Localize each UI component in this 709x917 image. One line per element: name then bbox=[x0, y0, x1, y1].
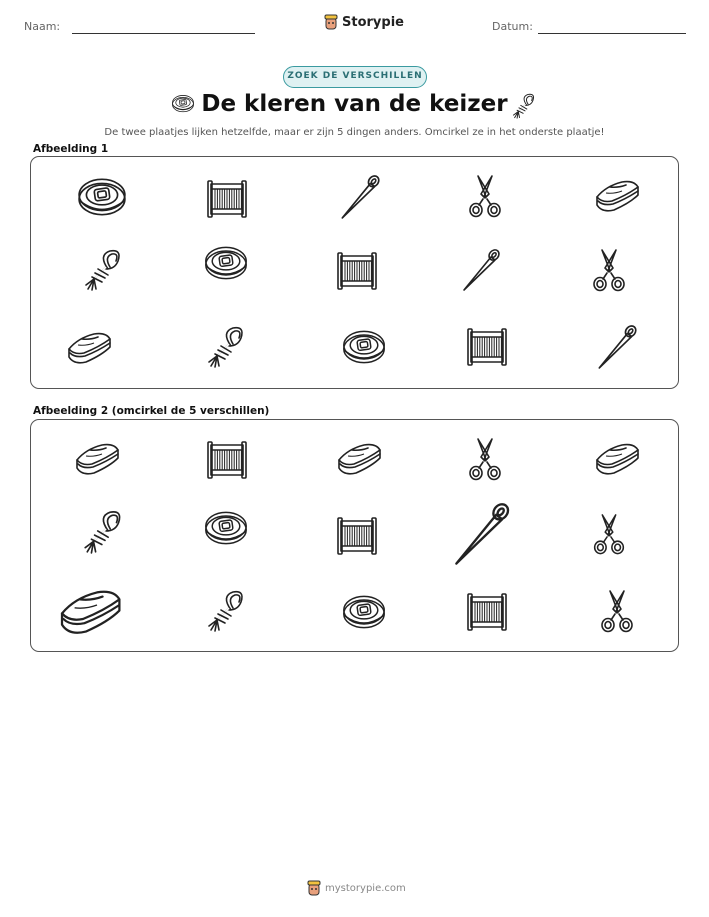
page-title: De kleren van de keizer bbox=[201, 91, 508, 117]
rope-icon bbox=[81, 247, 129, 293]
name-label: Naam: bbox=[24, 20, 61, 33]
picture2-panel bbox=[30, 419, 679, 652]
rope-icon bbox=[205, 588, 251, 634]
footer-url[interactable]: mystorypie.com bbox=[325, 882, 406, 894]
rope-icon bbox=[81, 508, 129, 556]
picture2-label: Afbeelding 2 (omcirkel de 5 verschillen) bbox=[33, 405, 270, 417]
cloth-icon bbox=[334, 440, 384, 478]
cloth-icon bbox=[72, 440, 122, 478]
coin-icon bbox=[203, 243, 249, 283]
loom-icon bbox=[205, 177, 249, 221]
cloth-icon bbox=[592, 177, 642, 215]
scissors-icon bbox=[465, 436, 505, 482]
cloth-icon bbox=[64, 329, 114, 367]
coin-icon bbox=[341, 592, 387, 632]
picture1-label: Afbeelding 1 bbox=[33, 143, 109, 155]
needle-icon bbox=[449, 500, 511, 568]
loom-icon bbox=[465, 325, 509, 369]
scissors-icon bbox=[591, 247, 627, 293]
brand-name: Storypie bbox=[342, 14, 404, 30]
needle-icon bbox=[594, 323, 638, 371]
loom-icon bbox=[335, 514, 379, 558]
storypie-mascot-icon bbox=[307, 880, 321, 896]
needle-icon bbox=[459, 247, 501, 293]
storypie-mascot-icon bbox=[324, 14, 338, 30]
scissors-icon bbox=[597, 588, 637, 634]
rope-icon bbox=[511, 92, 539, 118]
brand-logo bbox=[324, 14, 404, 30]
coin-icon bbox=[203, 508, 249, 548]
rope-icon bbox=[205, 323, 251, 371]
loom-icon bbox=[335, 249, 379, 293]
picture1-panel bbox=[30, 156, 679, 389]
scissors-icon bbox=[591, 512, 627, 556]
scissors-icon bbox=[465, 173, 505, 219]
date-label: Datum: bbox=[492, 20, 533, 33]
loom-icon bbox=[465, 590, 509, 634]
coin-icon bbox=[76, 175, 128, 219]
needle-icon bbox=[337, 173, 381, 221]
instructions: De twee plaatjes lijken hetzelfde, maar er zijn 5 dingen anders. Omcirkel ze in het onderste plaatje! bbox=[104, 127, 605, 138]
activity-tag: ZOEK DE VERSCHILLEN bbox=[283, 66, 427, 88]
name-line[interactable] bbox=[72, 33, 255, 34]
footer bbox=[307, 880, 406, 896]
cloth-icon bbox=[55, 584, 125, 640]
date-line[interactable] bbox=[538, 33, 686, 34]
loom-icon bbox=[205, 438, 249, 482]
cloth-icon bbox=[592, 440, 642, 478]
coin-icon bbox=[341, 327, 387, 367]
